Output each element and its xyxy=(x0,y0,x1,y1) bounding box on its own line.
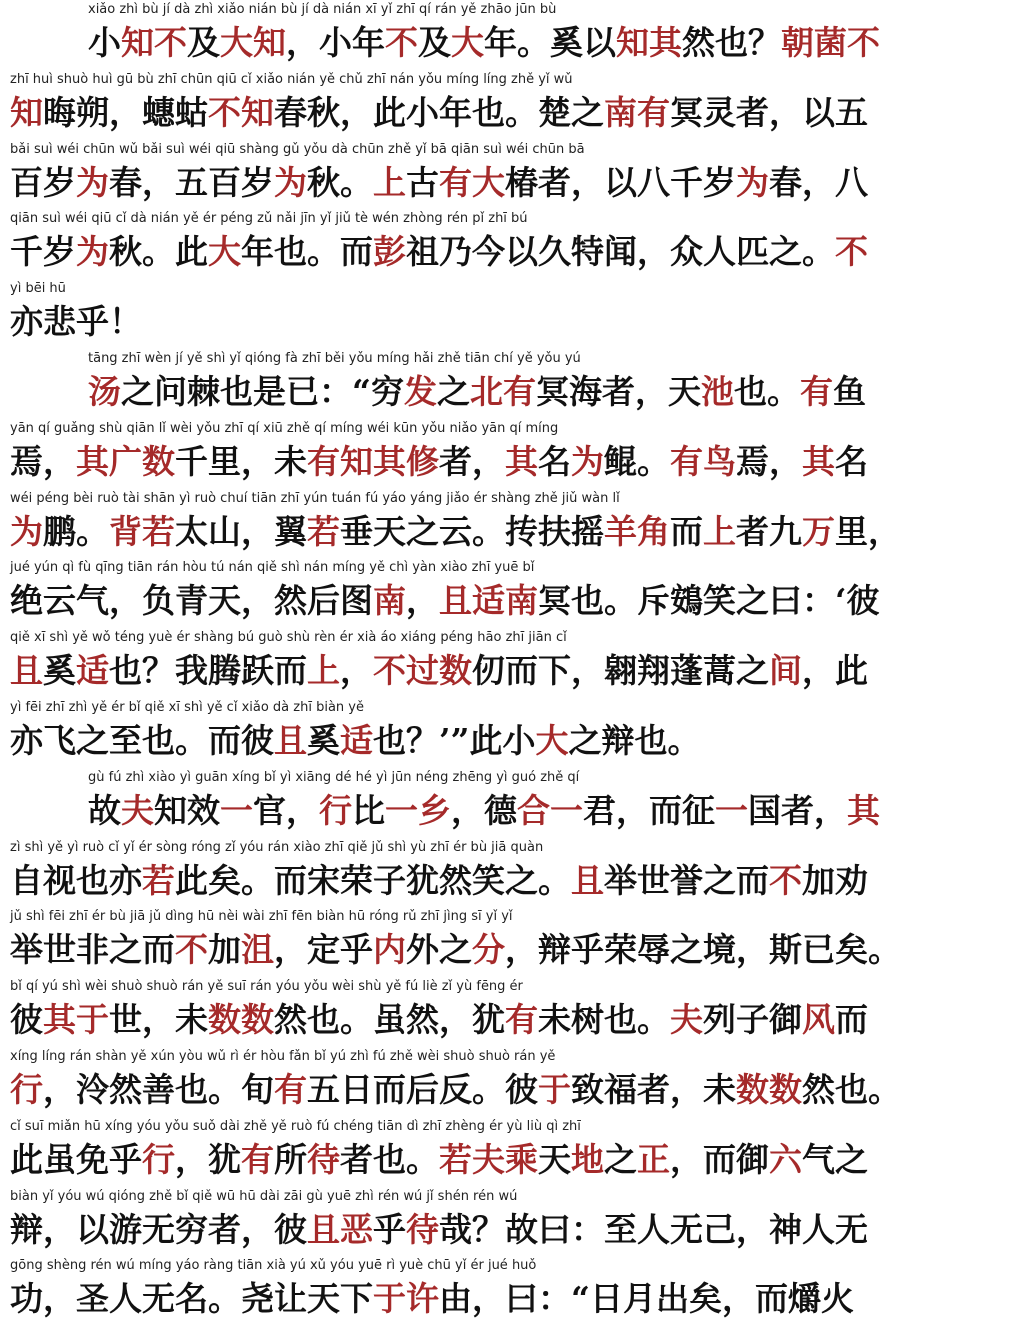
highlighted-characters: 行 xyxy=(142,1139,175,1179)
hanzi-line xyxy=(10,1274,854,1324)
highlighted-characters: 大 xyxy=(451,23,484,62)
highlighted-characters: 且 xyxy=(571,860,604,900)
text-characters: 年。奚以 xyxy=(484,23,616,62)
text-characters: 者， xyxy=(439,441,505,481)
text-row xyxy=(0,630,1032,698)
text-characters: 及 xyxy=(187,23,220,62)
highlighted-characters: 北有 xyxy=(469,372,536,411)
text-characters: ，德 xyxy=(451,790,517,830)
text-characters: 绝云气，负青天，然后图 xyxy=(10,581,373,621)
highlighted-characters: 有鸟 xyxy=(670,441,736,481)
hanzi-line xyxy=(10,227,868,277)
text-characters: 举世誉之而 xyxy=(604,860,769,900)
highlighted-characters: 待 xyxy=(406,1209,439,1249)
text-characters: ，此 xyxy=(802,651,868,691)
text-characters: 五日而后反。彼 xyxy=(307,1070,538,1109)
text-characters: 垂天之云。抟扶摇 xyxy=(340,511,604,551)
pinyin-line: jǔ shì fēi zhī ér bù jiā jǔ dìng hū nèi wài zhī fēn biàn hū róng rǔ zhī jìng sī yǐ yǐ xyxy=(10,909,513,925)
hanzi-line xyxy=(88,18,880,68)
pinyin-line: tāng zhī wèn jí yě shì yǐ qióng fà zhī běi yǒu míng hǎi zhě tiān chí yě yǒu yú xyxy=(88,351,581,366)
hanzi-line xyxy=(10,646,868,696)
text-characters: 而 xyxy=(835,1000,868,1040)
text-characters: 里， xyxy=(835,511,901,551)
text-characters: ，定乎 xyxy=(274,930,373,970)
text-characters: 外之 xyxy=(406,930,472,970)
text-characters: 秋。此 xyxy=(109,232,208,272)
text-characters: 未树也。 xyxy=(538,1000,670,1040)
text-characters: 百岁 xyxy=(10,162,76,202)
highlighted-characters: 六 xyxy=(769,1139,802,1179)
text-characters: 鱼 xyxy=(832,372,866,411)
text-characters: 鲲。 xyxy=(604,441,670,481)
pinyin-line: zhī huì shuò huì gū bù zhī chūn qiū cǐ xiǎo nián yě chǔ zhī nán yǒu míng líng zhě yǐ wǔ xyxy=(10,71,573,87)
hanzi-line xyxy=(10,297,142,347)
highlighted-characters: 为 xyxy=(10,511,43,551)
hanzi-line xyxy=(10,856,868,906)
text-characters: 天 xyxy=(538,1139,571,1179)
text-characters: 年也。而 xyxy=(241,232,373,272)
pinyin-line: qiě xī shì yě wǒ téng yuè ér shàng bú guò shù rèn ér xià áo xiáng péng hāo zhī jiān cǐ xyxy=(10,630,567,646)
text-characters: 鹏。 xyxy=(43,511,109,551)
text-characters: 气之 xyxy=(802,1139,868,1179)
highlighted-characters: 正 xyxy=(637,1139,670,1179)
hanzi-line xyxy=(10,576,880,626)
highlighted-characters: 朝菌不 xyxy=(781,23,880,62)
highlighted-characters: 且适南 xyxy=(439,581,538,621)
text-characters: 也。 xyxy=(733,372,800,411)
highlighted-characters: 一 xyxy=(715,790,748,830)
highlighted-characters: 上 xyxy=(307,651,340,691)
highlighted-characters: 若 xyxy=(142,860,175,900)
highlighted-characters: 不 xyxy=(154,23,187,62)
text-characters: ，辩乎荣辱之境，斯已矣。 xyxy=(505,930,901,970)
highlighted-characters: 且 xyxy=(10,651,43,691)
highlighted-characters: 为 xyxy=(571,441,604,481)
highlighted-characters: 一 xyxy=(220,790,253,830)
text-characters: ， xyxy=(340,651,373,691)
text-row xyxy=(0,421,1032,489)
text-characters: ，犹 xyxy=(175,1139,241,1179)
hanzi-line xyxy=(88,367,866,417)
text-characters: 故 xyxy=(88,790,121,830)
highlighted-characters: 且 xyxy=(274,721,307,760)
pinyin-line: jué yún qì fù qīng tiān rán hòu tú nán qiě shì nán míng yě chì yàn xiào zhī yuē bǐ xyxy=(10,560,535,576)
text-characters: 然也。虽然，犹 xyxy=(274,1000,505,1040)
text-row xyxy=(0,1119,1032,1187)
highlighted-characters: 且恶 xyxy=(307,1209,373,1249)
highlighted-characters: 不 xyxy=(769,860,802,900)
highlighted-characters: 行 xyxy=(10,1070,43,1109)
highlighted-characters: 间 xyxy=(769,651,802,691)
hanzi-line xyxy=(10,925,901,975)
text-row xyxy=(0,1189,1032,1257)
text-row xyxy=(0,1258,1032,1326)
hanzi-line xyxy=(10,507,901,557)
text-characters: ，泠然善也。旬 xyxy=(43,1070,274,1109)
highlighted-characters: 其于 xyxy=(43,1000,109,1040)
text-characters: 春，五百岁 xyxy=(109,162,274,202)
text-row xyxy=(0,979,1032,1047)
text-characters: 晦朔，蟪蛄 xyxy=(43,92,208,132)
text-row xyxy=(0,560,1032,628)
highlighted-characters: 有 xyxy=(274,1070,307,1109)
text-characters: 秋。 xyxy=(307,162,373,202)
text-characters: 举世非之而 xyxy=(10,930,175,970)
highlighted-characters: 于 xyxy=(538,1070,571,1109)
highlighted-characters: 若 xyxy=(307,511,340,551)
highlighted-characters: 分 xyxy=(472,930,505,970)
text-row xyxy=(0,770,1032,838)
highlighted-characters: 万 xyxy=(802,511,835,551)
highlighted-characters: 上 xyxy=(703,511,736,551)
text-characters: ，小年 xyxy=(286,23,385,62)
pinyin-line: yān qí guǎng shù qiān lǐ wèi yǒu zhī qí xiū zhě qí míng wéi kūn yǒu niǎo yān qí míng xyxy=(10,420,559,436)
highlighted-characters: 汤 xyxy=(88,372,121,411)
highlighted-characters: 大 xyxy=(535,721,569,760)
text-characters: 冥海者，天 xyxy=(535,372,701,411)
text-characters: 辩，以游无穷者，彼 xyxy=(10,1209,307,1249)
hanzi-line xyxy=(10,1065,901,1115)
pinyin-line: gōng shèng rén wú míng yáo ràng tiān xià yú xǔ yóu yuē rì yuè chū yǐ ér jué huǒ xyxy=(10,1258,537,1274)
highlighted-characters: 数数 xyxy=(208,1000,274,1040)
text-characters: 冥灵者，以五 xyxy=(670,92,868,132)
text-characters: 者也。 xyxy=(340,1139,439,1179)
text-characters: 之 xyxy=(436,372,470,411)
text-characters: 祖乃今以久特闻，众人匹之。 xyxy=(406,232,835,272)
highlighted-characters: 沮 xyxy=(241,930,274,970)
highlighted-characters: 有知其修 xyxy=(307,441,439,481)
pinyin-line: yì bēi hū xyxy=(10,281,66,297)
text-characters: 知效 xyxy=(154,790,220,830)
text-characters: 比 xyxy=(352,790,385,830)
text-row xyxy=(0,491,1032,559)
text-row xyxy=(0,840,1032,908)
highlighted-characters: 其广数 xyxy=(76,441,175,481)
text-characters: 奚 xyxy=(43,651,76,691)
text-characters: ， xyxy=(406,581,439,621)
text-characters: 冥也。斥鴳笑之曰：‘彼 xyxy=(538,581,880,621)
highlighted-characters: 许 xyxy=(406,1279,439,1319)
highlighted-characters: 夫 xyxy=(670,1000,703,1040)
pinyin-line: gù fú zhì xiào yì guān xíng bǐ yì xiāng dé hé yì jūn néng zhēng yì guó zhě qí xyxy=(88,769,580,785)
text-row xyxy=(0,72,1032,140)
highlighted-characters: 大 xyxy=(208,232,241,272)
highlighted-characters: 适 xyxy=(76,651,109,691)
pinyin-line: xiǎo zhì bù jí dà zhì xiǎo nián bù jí dà nián xī yǐ zhī qí rán yě zhāo jūn bù xyxy=(88,2,557,17)
highlighted-characters: 其 xyxy=(802,441,835,481)
text-characters: 小 xyxy=(88,23,121,62)
text-characters: ，而御 xyxy=(670,1139,769,1179)
text-characters: 列子御 xyxy=(703,1000,802,1040)
text-characters: 此矣。而宋荣子犹然笑之。 xyxy=(175,860,571,900)
highlighted-characters: 池 xyxy=(700,372,734,411)
highlighted-characters: 不 xyxy=(175,930,208,970)
highlighted-characters: 行 xyxy=(319,790,352,830)
highlighted-characters: 知 xyxy=(10,92,43,132)
text-characters: 亦悲乎！ xyxy=(10,302,142,342)
text-row xyxy=(0,2,1032,70)
text-characters: 君，而征 xyxy=(583,790,715,830)
highlighted-characters: 不 xyxy=(835,232,868,272)
hanzi-line xyxy=(10,1205,868,1255)
highlighted-characters: 南有 xyxy=(604,92,670,132)
highlighted-characters: 有 xyxy=(241,1139,274,1179)
highlighted-characters: 于 xyxy=(373,1279,406,1319)
pinyin-line: zì shì yě yì ruò cǐ yǐ ér sòng róng zǐ yóu rán xiào zhī qiě jǔ shì yù zhī ér bù jiā quàn xyxy=(10,839,544,855)
pinyin-line: xíng líng rán shàn yě xún yòu wǔ rì ér hòu fǎn bǐ yú zhì fú zhě wèi shuò shuò rán yě xyxy=(10,1049,556,1064)
hanzi-line xyxy=(10,1135,868,1185)
highlighted-characters: 背若 xyxy=(109,511,175,551)
highlighted-characters: 彭 xyxy=(373,232,406,272)
highlighted-characters: 适 xyxy=(340,721,373,760)
highlighted-characters: 知 xyxy=(253,23,286,62)
text-characters: 功，圣人无名。尧让天下 xyxy=(10,1279,373,1319)
text-characters: 仞而下，翱翔蓬蒿之 xyxy=(472,651,769,691)
highlighted-characters: 知其 xyxy=(616,23,682,62)
pinyin-line: qiān suì wéi qiū cǐ dà nián yě ér péng zǔ nǎi jīn yǐ jiǔ tè wén zhòng rén pǐ zhī bú xyxy=(10,211,528,227)
text-characters: 官， xyxy=(253,790,319,830)
highlighted-characters: 南 xyxy=(373,581,406,621)
text-characters: 千岁 xyxy=(10,232,76,272)
text-characters: 国者， xyxy=(748,790,847,830)
text-characters: 焉， xyxy=(736,441,802,481)
highlighted-characters: 知 xyxy=(121,23,154,62)
text-characters: 也？’”此小 xyxy=(373,721,536,760)
highlighted-characters: 其 xyxy=(847,790,880,830)
highlighted-characters: 地 xyxy=(571,1139,604,1179)
highlighted-characters: 夫 xyxy=(121,790,154,830)
text-characters: 春，八 xyxy=(769,162,868,202)
pinyin-line: bǎi suì wéi chūn wǔ bǎi suì wéi qiū shàng gǔ yǒu dà chūn zhě yǐ bā qiān suì wéi chūn bā xyxy=(10,141,585,157)
text-row xyxy=(0,142,1032,210)
highlighted-characters: 有大 xyxy=(439,162,505,202)
text-characters: 奚 xyxy=(307,721,340,760)
text-row xyxy=(0,1049,1032,1117)
hanzi-line xyxy=(10,995,868,1045)
highlighted-characters: 待 xyxy=(307,1139,340,1179)
text-characters: 及 xyxy=(418,23,451,62)
text-characters: 然也。 xyxy=(802,1070,901,1109)
pinyin-line: wéi péng bèi ruò tài shān yì ruò chuí tiān zhī yún tuán fú yáo yáng jiǎo ér shàng zhě jiǔ wàn lǐ xyxy=(10,490,620,506)
highlighted-characters: 不过数 xyxy=(373,651,472,691)
text-characters: 乎 xyxy=(373,1209,406,1249)
text-characters: 彼 xyxy=(10,1000,43,1040)
text-row xyxy=(0,700,1032,768)
text-characters: 椿者，以八千岁 xyxy=(505,162,736,202)
highlighted-characters: 合一 xyxy=(517,790,583,830)
text-characters: 加 xyxy=(208,930,241,970)
text-characters: 所 xyxy=(274,1139,307,1179)
text-characters: 然也？ xyxy=(682,23,781,62)
highlighted-characters: 风 xyxy=(802,1000,835,1040)
pinyin-line: yì fēi zhī zhì yě ér bǐ qiě xī shì yě cǐ xiǎo dà zhī biàn yě xyxy=(10,700,364,715)
text-characters: 世，未 xyxy=(109,1000,208,1040)
hanzi-line xyxy=(10,716,700,766)
text-characters: 春秋，此小年也。楚之 xyxy=(274,92,604,132)
hanzi-line xyxy=(10,437,868,487)
text-characters: 太山，翼 xyxy=(175,511,307,551)
text-row xyxy=(0,211,1032,279)
highlighted-characters: 为 xyxy=(76,232,109,272)
text-characters: 也？我腾跃而 xyxy=(109,651,307,691)
highlighted-characters: 其 xyxy=(505,441,538,481)
text-characters: 加劝 xyxy=(802,860,868,900)
text-row xyxy=(0,281,1032,349)
highlighted-characters: 发 xyxy=(403,372,437,411)
highlighted-characters: 数数 xyxy=(736,1070,802,1109)
text-characters: 之问棘也是已：“穷 xyxy=(121,372,404,411)
highlighted-characters: 有 xyxy=(799,372,833,411)
highlighted-characters: 羊角 xyxy=(604,511,670,551)
highlighted-characters: 内 xyxy=(373,930,406,970)
text-characters: 哉？故曰：至人无己，神人无 xyxy=(439,1209,868,1249)
text-characters: 之 xyxy=(604,1139,637,1179)
text-row xyxy=(0,909,1032,977)
pinyin-line: biàn yǐ yóu wú qióng zhě bǐ qiě wū hū dài zāi gù yuē zhì rén wú jǐ shén rén wú xyxy=(10,1188,518,1204)
highlighted-characters: 若夫乘 xyxy=(439,1139,538,1179)
highlighted-characters: 不知 xyxy=(208,92,274,132)
text-characters: 者九 xyxy=(736,511,802,551)
highlighted-characters: 为 xyxy=(274,162,307,202)
text-characters: 焉， xyxy=(10,441,76,481)
text-row xyxy=(0,351,1032,419)
text-characters: 古 xyxy=(406,162,439,202)
text-characters: 此虽免乎 xyxy=(10,1139,142,1179)
highlighted-characters: 为 xyxy=(736,162,769,202)
highlighted-characters: 不 xyxy=(385,23,418,62)
text-characters: 名 xyxy=(835,441,868,481)
text-characters: 由，曰：“日月出矣，而爝火 xyxy=(439,1279,854,1319)
highlighted-characters: 有 xyxy=(505,1000,538,1040)
highlighted-characters: 大 xyxy=(220,23,253,62)
highlighted-characters: 一乡 xyxy=(385,790,451,830)
text-characters: 而 xyxy=(670,511,703,551)
text-characters: 名 xyxy=(538,441,571,481)
hanzi-line xyxy=(10,158,868,208)
text-characters: 千里，未 xyxy=(175,441,307,481)
hanzi-line xyxy=(10,88,868,138)
text-characters: 自视也亦 xyxy=(10,860,142,900)
hanzi-line xyxy=(88,786,880,836)
pinyin-line: cǐ suī miǎn hū xíng yóu yǒu suǒ dài zhě yě ruò fú chéng tiān dì zhī zhèng ér yù liù qì zhī xyxy=(10,1118,581,1134)
highlighted-characters: 为 xyxy=(76,162,109,202)
highlighted-characters: 上 xyxy=(373,162,406,202)
text-characters: 之辩也。 xyxy=(568,721,701,760)
text-characters: 亦飞之至也。而彼 xyxy=(10,721,274,760)
text-characters: 致福者，未 xyxy=(571,1070,736,1109)
pinyin-line: bǐ qí yú shì wèi shuò shuò rán yě suī rán yóu yǒu wèi shù yě fú liè zǐ yù fēng ér xyxy=(10,979,523,995)
